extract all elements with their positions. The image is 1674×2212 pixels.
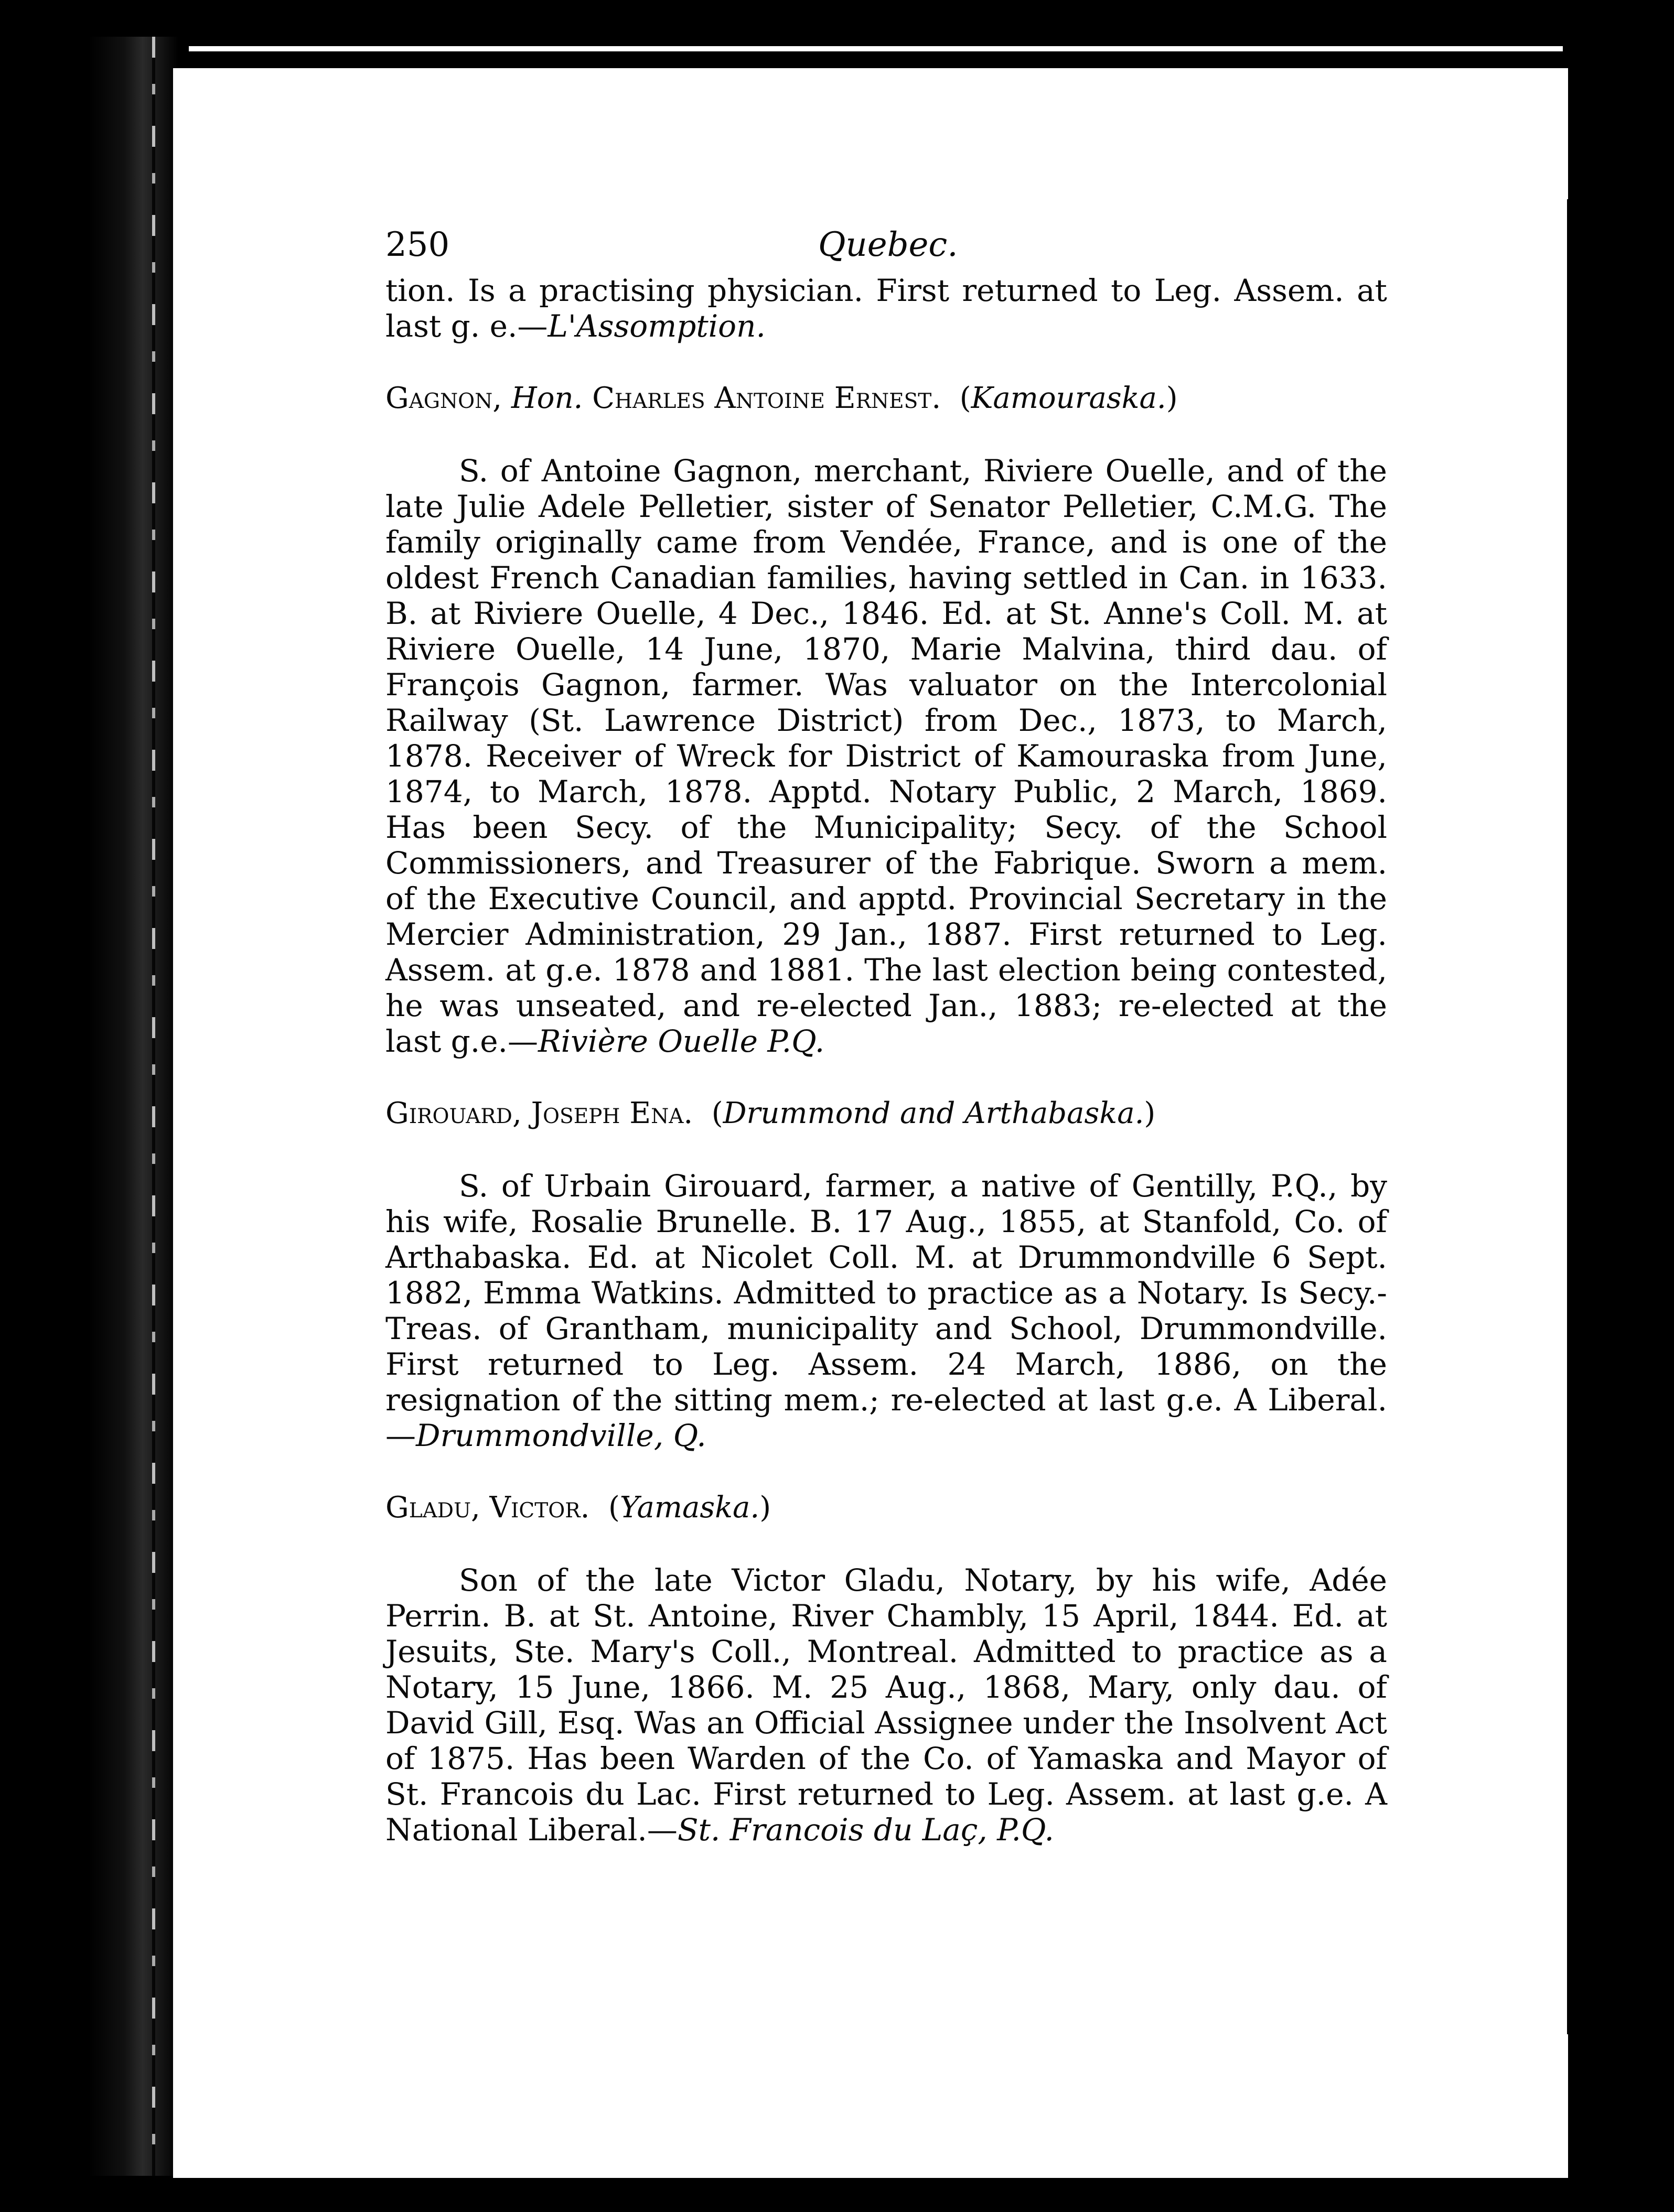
entry-address: Drummondville, Q. bbox=[416, 1418, 706, 1453]
continuation-address: L'Assomption. bbox=[548, 308, 766, 344]
entry-address: Rivière Ouelle P.Q. bbox=[538, 1023, 825, 1059]
top-edge-rule bbox=[189, 46, 1563, 51]
entry-given-names: Victor. bbox=[489, 1491, 590, 1525]
entry-body-girouard bbox=[385, 1168, 1387, 1453]
entry-surname: Gladu bbox=[385, 1491, 471, 1525]
entry-body-gagnon bbox=[385, 453, 1387, 1059]
entry-heading-gladu: Gladu, Victor. (Yamaska.) bbox=[385, 1491, 771, 1525]
entry-given-names: Joseph Ena. bbox=[531, 1096, 693, 1130]
book-binding-edge bbox=[89, 37, 178, 2176]
entry-body-text: Son of the late Victor Gladu, Notary, by his wife, Adée Perrin. B. at St. Antoine, River Chambly, 15 April, 1844. Ed. at Jesuits, Ste. Mary's Coll., Montreal. Admitted to practice as a Notary, 15 June, 1866. M. 25 Aug., 1868, Mary, only dau. of David Gill, Esq. Was an Official Assignee under the Insolvent Act of 1875. Has been Warden of the Co. of Yamaska and Mayor of St. Francois du Lac. First returned to Leg. Assem. at last g.e. A National Liberal.— bbox=[385, 1562, 1387, 1848]
entry-surname: Girouard bbox=[385, 1096, 512, 1130]
entry-given-names: Charles Antoine Ernest. bbox=[592, 381, 941, 415]
page-number: 250 bbox=[385, 225, 450, 264]
page-content bbox=[385, 225, 1387, 1848]
entry-body-text: S. of Urbain Girouard, farmer, a native of Gentilly, P.Q., by his wife, Rosalie Brunelle. B. 17 Aug., 1855, at Stanfold, Co. of Arthabaska. Ed. at Nicolet Coll. M. at Drummondville 6 Sept. 1882, Emma Watkins. Admitted to practice as a Notary. Is Secy.-Treas. of Grantham, municipality and School, Drummondville. First returned to Leg. Assem. 24 March, 1886, on the resignation of the sitting mem.; re-elected at last g.e. A Liberal.— bbox=[385, 1168, 1387, 1453]
right-edge-rule bbox=[1567, 199, 1574, 2034]
entry-surname: Gagnon bbox=[385, 381, 493, 415]
entry-constituency: Kamouraska. bbox=[971, 381, 1166, 415]
page-title: Quebec. bbox=[818, 225, 958, 264]
entry-title-prefix: Hon. bbox=[511, 381, 583, 415]
entry-body-gladu bbox=[385, 1562, 1387, 1848]
right-page-edge bbox=[1579, 68, 1674, 2171]
entry-constituency: Drummond and Arthabaska. bbox=[723, 1096, 1144, 1130]
entry-body-text: S. of Antoine Gagnon, merchant, Riviere Ouelle, and of the late Julie Adele Pelletier, sister of Senator Pelletier, C.M.G. The family originally came from Vendée, France, and is one of the oldest French Canadian families, having settled in Can. in 1633. B. at Riviere Ouelle, 4 Dec., 1846. Ed. at St. Anne's Coll. M. at Riviere Ouelle, 14 June, 1870, Marie Malvina, third dau. of François Gagnon, farmer. Was valuator on the Intercolonial Railway (St. Lawrence District) from Dec., 1873, to March, 1878. Receiver of Wreck for District of Kamouraska from June, 1874, to March, 1878. Apptd. Notary Public, 2 March, 1869. Has been Secy. of the Municipality; Secy. of the School Commissioners, and Treasurer of the Fabrique. Sworn a mem. of the Executive Council, and apptd. Provincial Secretary in the Mercier Administration, 29 Jan., 1887. First returned to Leg. Assem. at g.e. 1878 and 1881. The last election being contested, he was unseated, and re-elected Jan., 1883; re-elected at the last g.e.— bbox=[385, 453, 1387, 1059]
entry-address: St. Francois du Laç, P.Q. bbox=[677, 1812, 1054, 1848]
running-head bbox=[385, 225, 1387, 273]
continuation-paragraph bbox=[385, 273, 1387, 344]
entry-heading-gagnon: Gagnon, Hon. Charles Antoine Ernest. (Kamouraska.) bbox=[385, 381, 1178, 415]
entry-constituency: Yamaska. bbox=[619, 1491, 760, 1525]
continuation-text: tion. Is a practising physician. First returned to Leg. Assem. at last g. e.— bbox=[385, 273, 1387, 344]
entry-heading-girouard: Girouard, Joseph Ena. (Drummond and Arthabaska.) bbox=[385, 1096, 1156, 1130]
